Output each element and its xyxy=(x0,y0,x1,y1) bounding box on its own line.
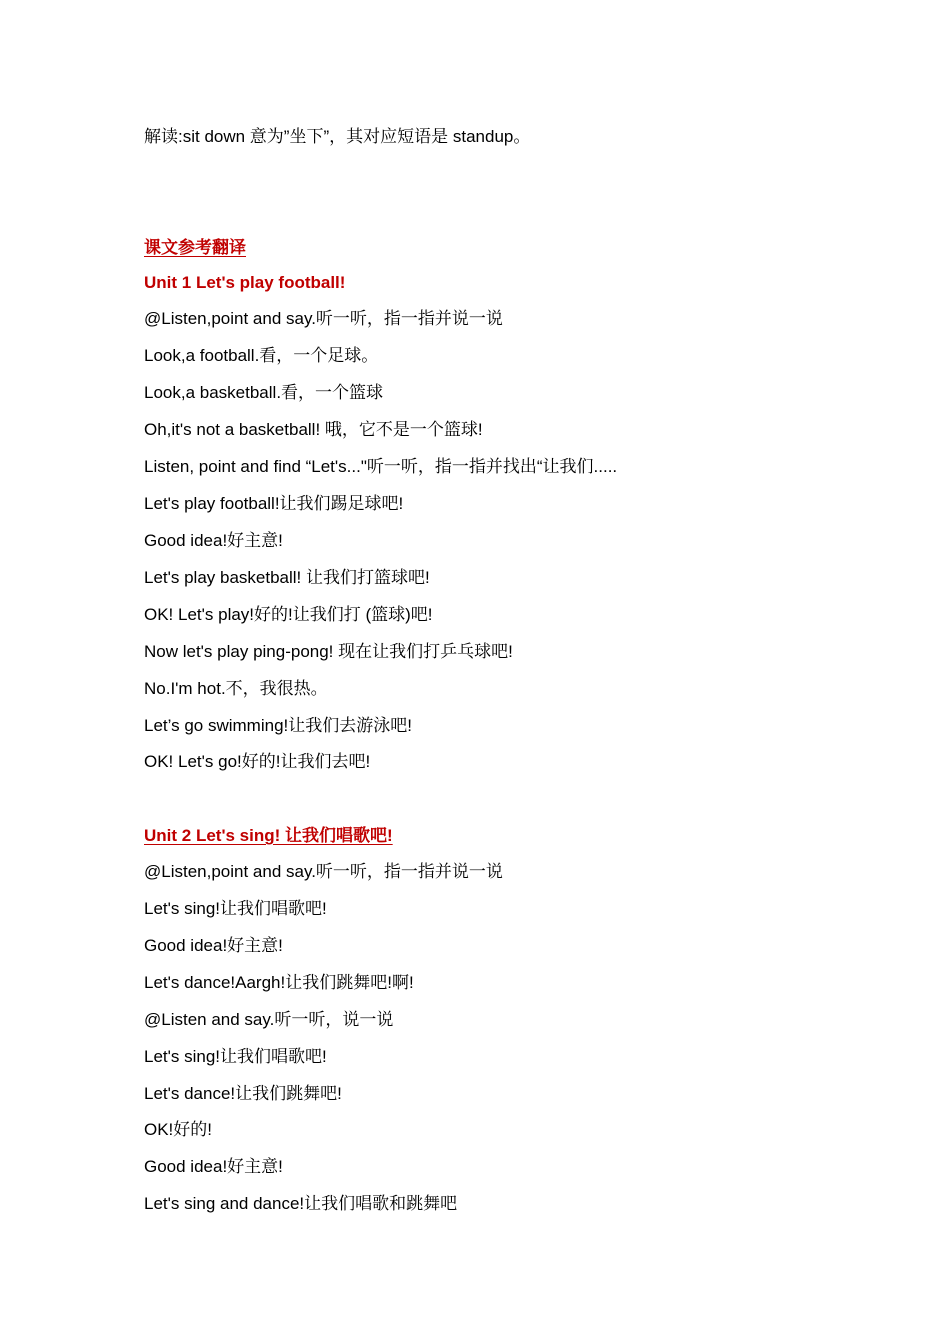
unit1-line: Oh,it's not a basketball! 哦，它不是一个篮球! xyxy=(144,420,483,439)
unit1-title: Unit 1 Let's play football! xyxy=(144,273,346,292)
unit2-line: Good idea!好主意! xyxy=(144,1157,283,1176)
unit2-line: OK!好的! xyxy=(144,1120,213,1139)
unit2-title: Unit 2 Let's sing! 让我们唱歌吧! xyxy=(144,826,393,845)
unit1-line: Listen, point and find “Let's..."听一听，指一指并找出“让我们..... xyxy=(144,457,618,476)
unit1-line: OK! Let's play!好的!让我们打 (篮球)吧! xyxy=(144,605,433,624)
unit2-line: @Listen,point and say.听一听，指一指并说一说 xyxy=(144,862,503,881)
unit1-line: OK! Let's go!好的!让我们去吧! xyxy=(144,752,371,771)
unit1-line: Look,a basketball.看，一个篮球 xyxy=(144,383,384,402)
unit1-line: Look,a football.看，一个足球。 xyxy=(144,346,379,365)
unit2-line: Let's sing!让我们唱歌吧! xyxy=(144,1047,327,1066)
unit1-line: No.I'm hot.不，我很热。 xyxy=(144,679,328,698)
unit1-line: Let's play basketball! 让我们打篮球吧! xyxy=(144,568,430,587)
unit1-line: @Listen,point and say.听一听，指一指并说一说 xyxy=(144,309,503,328)
section-title: 课文参考翻译 xyxy=(144,238,246,257)
unit2-line: Let's sing and dance!让我们唱歌和跳舞吧 xyxy=(144,1194,458,1213)
intro-paragraph: 解读:sit down 意为”坐下”，其对应短语是 standup。 xyxy=(144,127,531,146)
unit2-line: Let's dance!Aargh!让我们跳舞吧!啊! xyxy=(144,973,414,992)
unit1-line: Let's play football!让我们踢足球吧! xyxy=(144,494,404,513)
unit2-line: Let's dance!让我们跳舞吧! xyxy=(144,1084,342,1103)
unit2-line: Good idea!好主意! xyxy=(144,936,283,955)
unit2-line: Let's sing!让我们唱歌吧! xyxy=(144,899,327,918)
unit1-line: Now let's play ping-pong! 现在让我们打乒乓球吧! xyxy=(144,642,513,661)
unit2-line: @Listen and say.听一听，说一说 xyxy=(144,1010,394,1029)
unit1-line: Good idea!好主意! xyxy=(144,531,283,550)
unit1-line: Let’s go swimming!让我们去游泳吧! xyxy=(144,716,412,735)
